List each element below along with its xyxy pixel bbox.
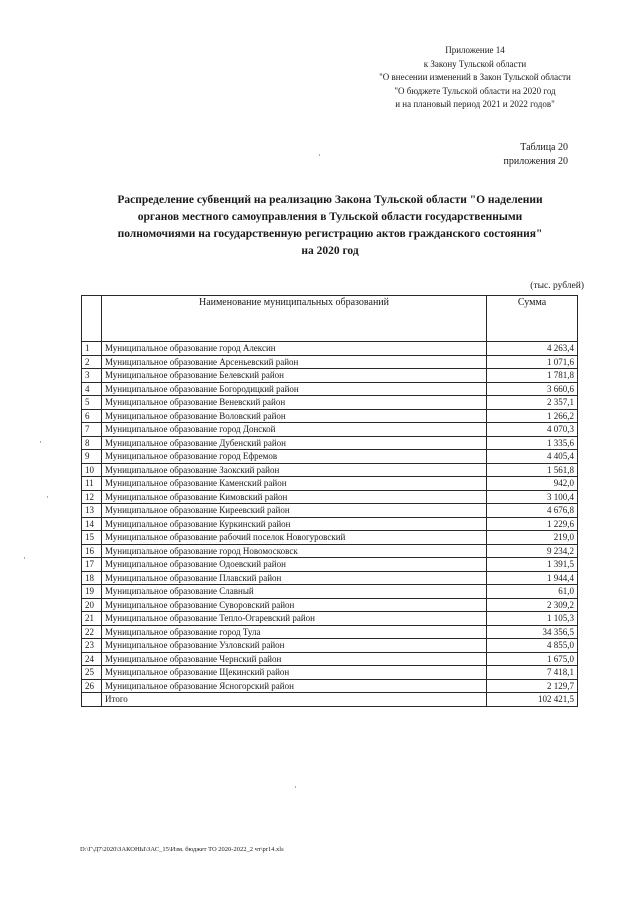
row-number: 7 <box>82 423 102 437</box>
row-sum: 3 100,4 <box>487 490 578 504</box>
row-name: Муниципальное образование Плавский район <box>102 571 487 585</box>
row-name: Муниципальное образование город Новомосковск <box>102 544 487 558</box>
table-ref-line: приложения 20 <box>503 156 568 167</box>
row-sum: 7 418,1 <box>487 666 578 680</box>
row-name: Муниципальное образование Каменский район <box>102 477 487 491</box>
row-name: Муниципальное образование Арсеньевский район <box>102 355 487 369</box>
header-number-cell <box>82 296 102 342</box>
row-sum: 1 391,5 <box>487 558 578 572</box>
row-sum: 942,0 <box>487 477 578 491</box>
row-sum: 61,0 <box>487 585 578 599</box>
row-name: Муниципальное образование город Ефремов <box>102 450 487 464</box>
file-path-footer: D:\Г\Д7\2020\ЗАКОНЫ\ЗАС_15\Изм. бюджет ТО 2020-2022_2 чт\pr14.xls <box>80 846 284 853</box>
row-sum: 1 266,2 <box>487 409 578 423</box>
title-line: полномочиями на государственную регистрацию актов гражданского состояния" <box>117 228 543 240</box>
row-number: 21 <box>82 612 102 626</box>
table-row <box>82 639 578 653</box>
table-row <box>82 490 578 504</box>
row-sum: 2 357,1 <box>487 396 578 410</box>
table-row <box>82 558 578 572</box>
appendix-line: и на плановый период 2021 и 2022 годов" <box>395 99 555 109</box>
row-sum: 4 855,0 <box>487 639 578 653</box>
row-number: 17 <box>82 558 102 572</box>
row-sum: 4 676,8 <box>487 504 578 518</box>
table-body <box>82 342 578 693</box>
row-sum: 1 944,4 <box>487 571 578 585</box>
row-number: 1 <box>82 342 102 356</box>
row-sum: 1 781,8 <box>487 369 578 383</box>
row-name: Муниципальное образование Одоевский район <box>102 558 487 572</box>
row-number: 19 <box>82 585 102 599</box>
row-number: 26 <box>82 679 102 693</box>
total-sum: 102 421,5 <box>487 693 578 707</box>
row-number: 6 <box>82 409 102 423</box>
table-row <box>82 612 578 626</box>
table-row <box>82 531 578 545</box>
row-number: 24 <box>82 652 102 666</box>
row-name: Муниципальное образование Щекинский район <box>102 666 487 680</box>
row-name: Муниципальное образование город Тула <box>102 625 487 639</box>
appendix-line: "О внесении изменений в Закон Тульской области <box>379 72 571 82</box>
row-number: 18 <box>82 571 102 585</box>
subsidy-table <box>81 295 578 707</box>
scan-speck: · <box>23 553 26 563</box>
row-number: 4 <box>82 382 102 396</box>
row-sum: 1 229,6 <box>487 517 578 531</box>
table-row <box>82 342 578 356</box>
row-name: Муниципальное образование Славный <box>102 585 487 599</box>
row-number: 5 <box>82 396 102 410</box>
row-number: 10 <box>82 463 102 477</box>
scan-speck: · <box>318 150 321 160</box>
appendix-line: к Закону Тульской области <box>423 58 527 69</box>
row-name: Муниципальное образование Воловский район <box>102 409 487 423</box>
row-number: 20 <box>82 598 102 612</box>
table-header-row <box>82 296 578 342</box>
table-row <box>82 423 578 437</box>
row-sum: 1 071,6 <box>487 355 578 369</box>
title-line: на 2020 год <box>301 245 359 257</box>
row-sum: 4 405,4 <box>487 450 578 464</box>
row-name: Муниципальное образование Киреевский район <box>102 504 487 518</box>
appendix-line: "О бюджете Тульской области на 2020 год <box>394 85 556 96</box>
table-row <box>82 666 578 680</box>
table-row <box>82 355 578 369</box>
row-name: Муниципальное образование Узловский район <box>102 639 487 653</box>
row-number: 2 <box>82 355 102 369</box>
total-number-cell <box>82 693 102 707</box>
scan-speck: · <box>46 492 49 502</box>
row-sum: 2 129,7 <box>487 679 578 693</box>
row-number: 8 <box>82 436 102 450</box>
title-line: Распределение субвенций на реализацию Закона Тульской области "О наделении <box>117 194 543 206</box>
table-row <box>82 517 578 531</box>
appendix-line: Приложение 14 <box>445 45 505 55</box>
header-sum-cell: Сумма <box>487 296 578 342</box>
row-name: Муниципальное образование Богородицкий район <box>102 382 487 396</box>
row-number: 13 <box>82 504 102 518</box>
table-row <box>82 679 578 693</box>
table-row <box>82 382 578 396</box>
row-name: Муниципальное образование Кимовский район <box>102 490 487 504</box>
table-row <box>82 436 578 450</box>
row-name: Муниципальное образование Ясногорский район <box>102 679 487 693</box>
table-row <box>82 409 578 423</box>
row-number: 15 <box>82 531 102 545</box>
table-row <box>82 544 578 558</box>
title-line: органов местного самоуправления в Тульской области государственными <box>137 211 523 223</box>
table-row <box>82 369 578 383</box>
table-row <box>82 625 578 639</box>
scan-speck: · <box>39 437 42 447</box>
row-number: 11 <box>82 477 102 491</box>
units-label: (тыс. рублей) <box>530 281 584 291</box>
row-name: Муниципальное образование Суворовский район <box>102 598 487 612</box>
table-row <box>82 571 578 585</box>
row-sum: 9 234,2 <box>487 544 578 558</box>
table-row <box>82 598 578 612</box>
row-name: Муниципальное образование Чернский район <box>102 652 487 666</box>
row-sum: 3 660,6 <box>487 382 578 396</box>
row-sum: 219,0 <box>487 531 578 545</box>
row-name: Муниципальное образование город Алексин <box>102 342 487 356</box>
table-row <box>82 585 578 599</box>
row-sum: 4 070,3 <box>487 423 578 437</box>
table-row <box>82 396 578 410</box>
row-name: Муниципальное образование Дубенский район <box>102 436 487 450</box>
row-number: 14 <box>82 517 102 531</box>
row-number: 12 <box>82 490 102 504</box>
table-total-row <box>82 693 578 707</box>
table-row <box>82 504 578 518</box>
row-name: Муниципальное образование Белевский район <box>102 369 487 383</box>
row-name: Муниципальное образование рабочий поселок Новогуровский <box>102 531 487 545</box>
row-name: Муниципальное образование город Донской <box>102 423 487 437</box>
table-row <box>82 652 578 666</box>
table-row <box>82 477 578 491</box>
row-name: Муниципальное образование Тепло-Огаревский район <box>102 612 487 626</box>
row-number: 9 <box>82 450 102 464</box>
row-sum: 1 675,0 <box>487 652 578 666</box>
row-sum: 2 309,2 <box>487 598 578 612</box>
document-title <box>70 192 590 260</box>
table-ref-line: Таблица 20 <box>520 142 568 153</box>
scan-speck: · <box>294 782 297 792</box>
row-sum: 1 335,6 <box>487 436 578 450</box>
row-number: 25 <box>82 666 102 680</box>
row-sum: 34 356,5 <box>487 625 578 639</box>
row-number: 22 <box>82 625 102 639</box>
total-label: Итого <box>102 693 487 707</box>
header-name-cell: Наименование муниципальных образований <box>102 296 487 342</box>
table-row <box>82 463 578 477</box>
table-reference <box>504 141 568 169</box>
row-name: Муниципальное образование Куркинский район <box>102 517 487 531</box>
row-sum: 1 105,3 <box>487 612 578 626</box>
row-number: 23 <box>82 639 102 653</box>
row-sum: 1 561,8 <box>487 463 578 477</box>
row-number: 3 <box>82 369 102 383</box>
appendix-header <box>330 44 620 112</box>
row-number: 16 <box>82 544 102 558</box>
row-sum: 4 263,4 <box>487 342 578 356</box>
table-row <box>82 450 578 464</box>
row-name: Муниципальное образование Заокский район <box>102 463 487 477</box>
row-name: Муниципальное образование Веневский район <box>102 396 487 410</box>
